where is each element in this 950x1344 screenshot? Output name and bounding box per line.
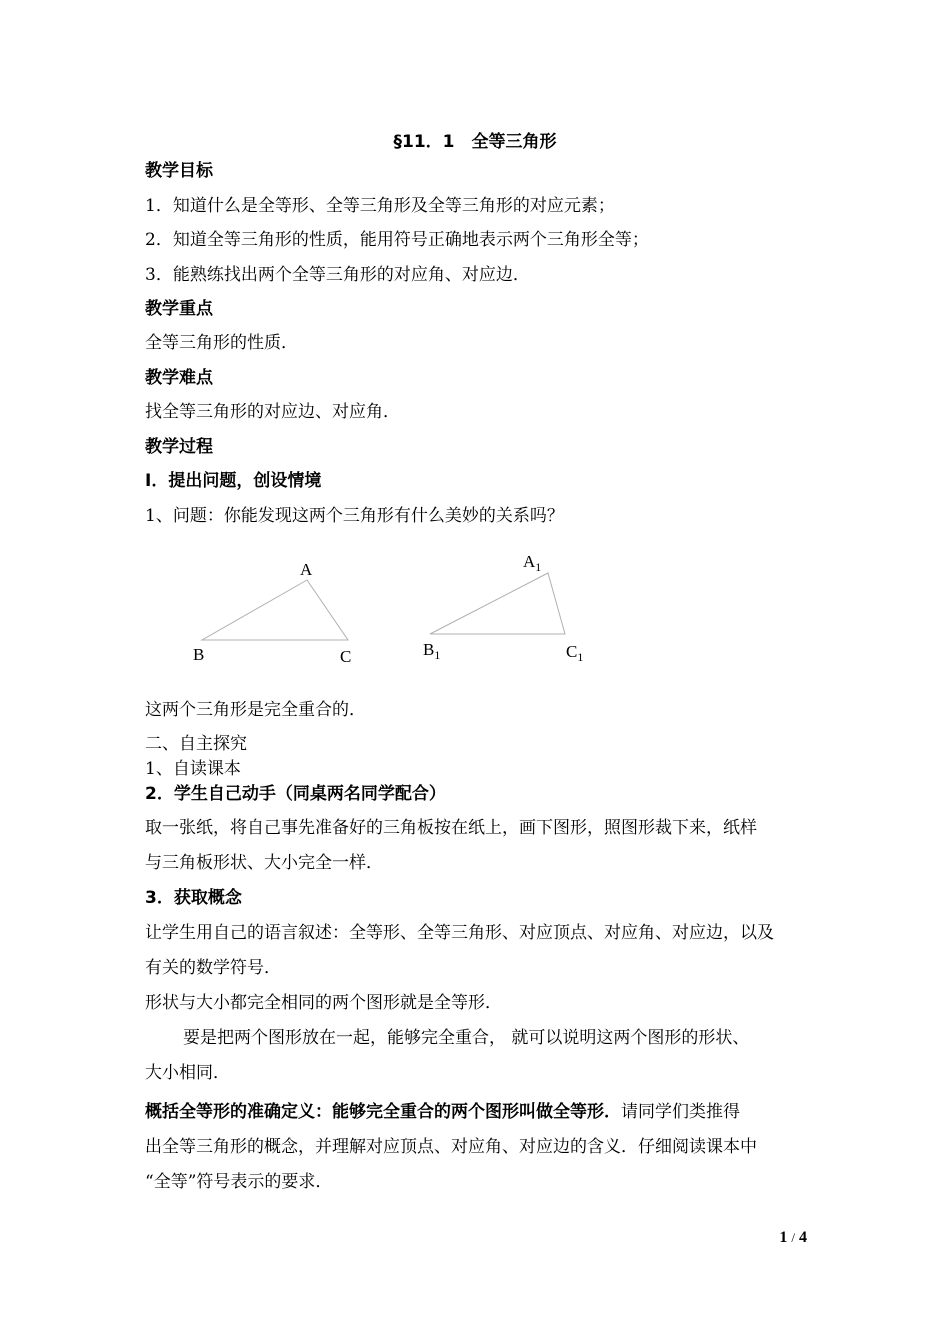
key-points-text: 全等三角形的性质．	[145, 333, 298, 353]
vertex-a1-label: $A_1$	[523, 552, 542, 574]
summary-text: “全等”符号表示的要求．	[145, 1172, 333, 1192]
definition-text: 形状与大小都完全相同的两个图形就是全等形．	[145, 993, 502, 1013]
page-total: 4	[799, 1229, 807, 1246]
summary-line	[145, 1101, 740, 1123]
vertex-a-label: A	[300, 560, 313, 579]
hands-on-text: 取一张纸，将自己事先准备好的三角板按在纸上，画下图形，照图形裁下来，纸样	[145, 818, 757, 838]
difficulty-text: 找全等三角形的对应边、对应角．	[145, 402, 400, 422]
objective-item: 3．能熟练找出两个全等三角形的对应角、对应边．	[145, 265, 530, 285]
section2-heading: 二、自主探究	[145, 734, 247, 754]
hands-on-heading: 2．学生自己动手（同桌两名同学配合）	[145, 784, 446, 804]
triangle-a1b1c1-shape	[430, 573, 565, 634]
triangle-a1b1c1	[423, 552, 583, 664]
process-heading: 教学过程	[145, 437, 213, 457]
concept-text: 让学生用自己的语言叙述：全等形、全等三角形、对应顶点、对应角、对应边，以及	[145, 923, 774, 943]
summary-text: 请同学们类推得	[621, 1102, 740, 1122]
objective-item: 2．知道全等三角形的性质，能用符号正确地表示两个三角形全等；	[145, 230, 649, 250]
coincide-text: 这两个三角形是完全重合的．	[145, 700, 366, 720]
page-number	[779, 1229, 807, 1247]
objectives-heading: 教学目标	[145, 161, 213, 181]
self-read-text: 1、自读课本	[145, 759, 241, 779]
triangle-abc-shape	[202, 580, 348, 640]
page-current: 1	[779, 1229, 788, 1246]
summary-definition-bold: 概括全等形的准确定义：能够完全重合的两个图形叫做全等形．	[145, 1102, 621, 1122]
concept-text: 有关的数学符号．	[145, 958, 281, 978]
vertex-b-label: B	[193, 645, 205, 664]
question-text: 1、问题：你能发现这两个三角形有什么美妙的关系吗？	[145, 506, 564, 526]
triangles-diagram	[180, 545, 600, 670]
vertex-c1-label: $C_1$	[566, 642, 584, 664]
summary-text: 出全等三角形的概念，并理解对应顶点、对应角、对应边的含义．仔细阅读课本中	[145, 1137, 757, 1157]
concept-heading: 3．获取概念	[145, 888, 242, 908]
indented-text-cont: 大小相同．	[145, 1063, 230, 1083]
key-points-heading: 教学重点	[145, 299, 213, 319]
indented-text: 要是把两个图形放在一起，能够完全重合， 就可以说明这两个图形的形状、	[183, 1028, 750, 1048]
page-separator: /	[791, 1230, 795, 1245]
vertex-c-label: C	[340, 647, 352, 666]
hands-on-text: 与三角板形状、大小完全一样．	[145, 853, 383, 873]
difficulty-heading: 教学难点	[145, 368, 213, 388]
objective-item: 1．知道什么是全等形、全等三角形及全等三角形的对应元素；	[145, 196, 615, 216]
triangle-abc	[193, 560, 351, 666]
vertex-b1-label: $B_1$	[423, 640, 441, 662]
page-title: §11．1 全等三角形	[393, 132, 557, 152]
section1-heading: Ⅰ．提出问题，创设情境	[145, 471, 322, 491]
